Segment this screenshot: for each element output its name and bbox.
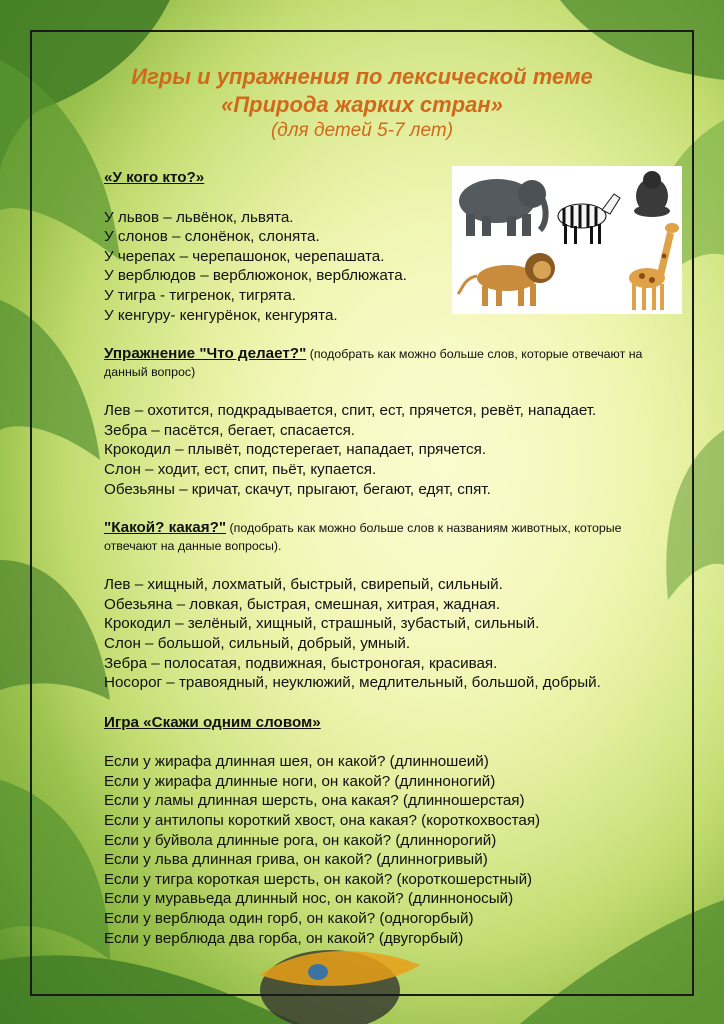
list-item: Если у жирафа длинные ноги, он какой? (длинноногий) <box>104 772 496 790</box>
list-item: У слонов – слонёнок, слонята. <box>104 228 320 246</box>
section-2-note: (подобрать как можно больше слов, которые отвечают на данный вопрос) <box>104 347 643 380</box>
list-item: У кенгуру- кенгурёнок, кенгурята. <box>104 306 338 324</box>
list-item: Лев – охотится, подкрадывается, спит, ест, прячется, ревёт, нападает. <box>104 402 597 420</box>
list-item: Если у верблюда один горб, он какой? (одногорбый) <box>104 910 474 928</box>
section-1-header <box>104 168 674 188</box>
list-item: Если у муравьеда длинный нос, он какой? (длинноносый) <box>104 890 514 908</box>
list-item: Если у буйвола длинные рога, он какой? (длиннорогий) <box>104 831 497 849</box>
list-item: Обезьяна – ловкая, быстрая, смешная, хитрая, жадная. <box>104 595 501 613</box>
list-item: Слон – ходит, ест, спит, пьёт, купается. <box>104 460 377 478</box>
content <box>104 168 674 948</box>
section-2-list <box>104 401 674 499</box>
section-4-header <box>104 713 674 733</box>
section-2-heading: Упражнение "Что делает?" <box>104 345 307 363</box>
page-subtitle: (для детей 5-7 лет) <box>270 120 454 141</box>
list-item: Крокодил – плывёт, подстерегает, нападает, прячется. <box>104 441 487 459</box>
list-item: У верблюдов – верблюжонок, верблюжата. <box>104 267 407 285</box>
list-item: Слон – большой, сильный, добрый, умный. <box>104 634 411 652</box>
list-item: Если у антилопы короткий хвост, она какая? (короткохвостая) <box>104 812 541 830</box>
page-title-line1: Игры и упражнения по лексической теме <box>131 64 593 89</box>
section-2-header <box>104 345 674 381</box>
list-item: Если у жирафа длинная шея, он какой? (длинношеий) <box>104 753 489 771</box>
section-1-list <box>104 208 674 326</box>
list-item: Если у тигра короткая шерсть, он какой? (короткошерстный) <box>104 870 533 888</box>
list-item: У тигра - тигренок, тигрята. <box>104 286 296 304</box>
list-item: Крокодил – зелёный, хищный, страшный, зубастый, сильный. <box>104 615 540 633</box>
list-item: Лев – хищный, лохматый, быстрый, свирепый, сильный. <box>104 576 503 594</box>
section-3-heading: "Какой? какая?" <box>104 519 227 537</box>
list-item: У черепах – черепашонок, черепашата. <box>104 247 385 265</box>
section-1-heading: «У кого кто?» <box>104 169 205 186</box>
section-3-note: (подобрать как можно больше слов к названиям животных, которые отвечают на данные вопросы). <box>104 521 622 554</box>
list-item: Если у ламы длинная шерсть, она какая? (длинношерстая) <box>104 792 525 810</box>
section-3-header <box>104 519 674 555</box>
list-item: Носорог – травоядный, неуклюжий, медлительный, большой, добрый. <box>104 674 601 692</box>
list-item: Обезьяны – кричат, скачут, прыгают, бегают, едят, спят. <box>104 480 491 498</box>
list-item: У львов – львёнок, львята. <box>104 208 294 226</box>
section-4-heading: Игра «Скажи одним словом» <box>104 713 321 731</box>
section-3-list <box>104 575 674 693</box>
list-item: Если у верблюда два горба, он какой? (двугорбый) <box>104 929 464 947</box>
list-item: Зебра – пасётся, бегает, спасается. <box>104 421 356 439</box>
page-title-line2: «Природа жарких стран» <box>221 92 503 117</box>
list-item: Если у льва длинная грива, он какой? (длинногривый) <box>104 851 488 869</box>
list-item: Зебра – полосатая, подвижная, быстроногая, красивая. <box>104 654 498 672</box>
section-4-list <box>104 752 674 948</box>
